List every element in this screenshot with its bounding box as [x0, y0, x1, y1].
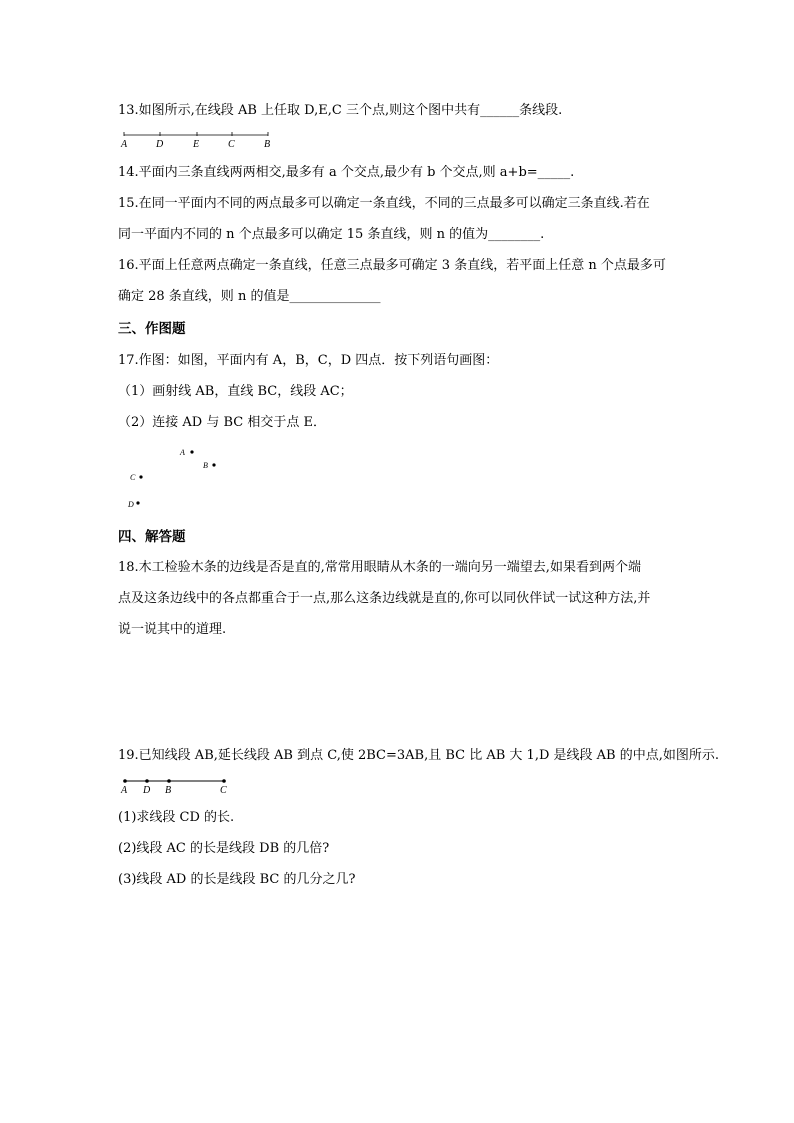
point-d	[145, 779, 149, 783]
point-b-label: B	[203, 461, 208, 470]
question-16-line-2: 确定 28 条直线，则 n 的值是______________	[118, 289, 381, 304]
question-17-line-2: （1）画射线 AB，直线 BC，线段 AC；	[118, 384, 353, 399]
question-18-line-1: 18.木工检验木条的边线是否是直的,常常用眼睛从木条的一端向另一端望去,如果看到两个端	[118, 560, 641, 575]
question-17-line-1: 17.作图：如图，平面内有 A，B，C，D 四点．按下列语句画图：	[118, 353, 499, 368]
label-b: B	[264, 139, 271, 150]
section-4-title: 四、解答题	[118, 529, 186, 545]
question-19-part-3: (3)线段 AD 的长是线段 BC 的几分之几?	[118, 872, 356, 887]
label-a: A	[121, 139, 128, 150]
figure-19-segment	[118, 774, 238, 796]
point-c	[222, 779, 226, 783]
question-18-line-3: 说一说其中的道理.	[118, 622, 227, 637]
label-e: E	[193, 139, 200, 150]
question-15-line-2: 同一平面内不同的 n 个点最多可以确定 15 条直线，则 n 的值为________.	[118, 227, 545, 242]
question-17-line-3: （2）连接 AD 与 BC 相交于点 E．	[118, 415, 326, 430]
question-14: 14.平面内三条直线两两相交,最多有 a 个交点,最少有 b 个交点,则 a+b=_____.	[118, 165, 575, 180]
point-b	[167, 779, 171, 783]
label-d: D	[156, 139, 164, 150]
point-b	[212, 463, 215, 466]
question-13: 13.如图所示,在线段 AB 上任取 D,E,C 三个点,则这个图中共有______条线段.	[118, 103, 563, 118]
question-15-line-1: 15.在同一平面内不同的两点最多可以确定一条直线，不同的三点最多可以确定三条直线.若在	[118, 196, 650, 211]
point-c	[139, 475, 142, 478]
question-16-line-1: 16.平面上任意两点确定一条直线，任意三点最多可确定 3 条直线，若平面上任意 n 个点最多可	[118, 258, 666, 273]
point-a-label: A	[180, 448, 185, 457]
question-18-line-2: 点及这条边线中的各点都重合于一点,那么这条边线就是直的,你可以同伙伴试一试这种方法,并	[118, 591, 651, 606]
label-b: B	[165, 785, 172, 796]
question-19-part-2: (2)线段 AC 的长是线段 DB 的几倍?	[118, 841, 330, 856]
label-a: A	[121, 785, 128, 796]
point-a	[190, 450, 193, 453]
figure-13-segment	[118, 128, 278, 150]
section-3-title: 三、作图题	[118, 321, 186, 337]
point-c-label: C	[130, 473, 136, 482]
figure-17-points	[118, 440, 228, 515]
label-c: C	[220, 785, 227, 796]
question-19-line-1: 19.已知线段 AB,延长线段 AB 到点 C,使 2BC=3AB,且 BC 比 AB 大 1,D 是线段 AB 的中点,如图所示.	[118, 748, 719, 763]
label-d: D	[143, 785, 151, 796]
point-a	[123, 779, 127, 783]
point-d	[136, 501, 139, 504]
point-d-label: D	[128, 500, 134, 509]
question-19-part-1: (1)求线段 CD 的长.	[118, 810, 235, 825]
label-c: C	[228, 139, 235, 150]
